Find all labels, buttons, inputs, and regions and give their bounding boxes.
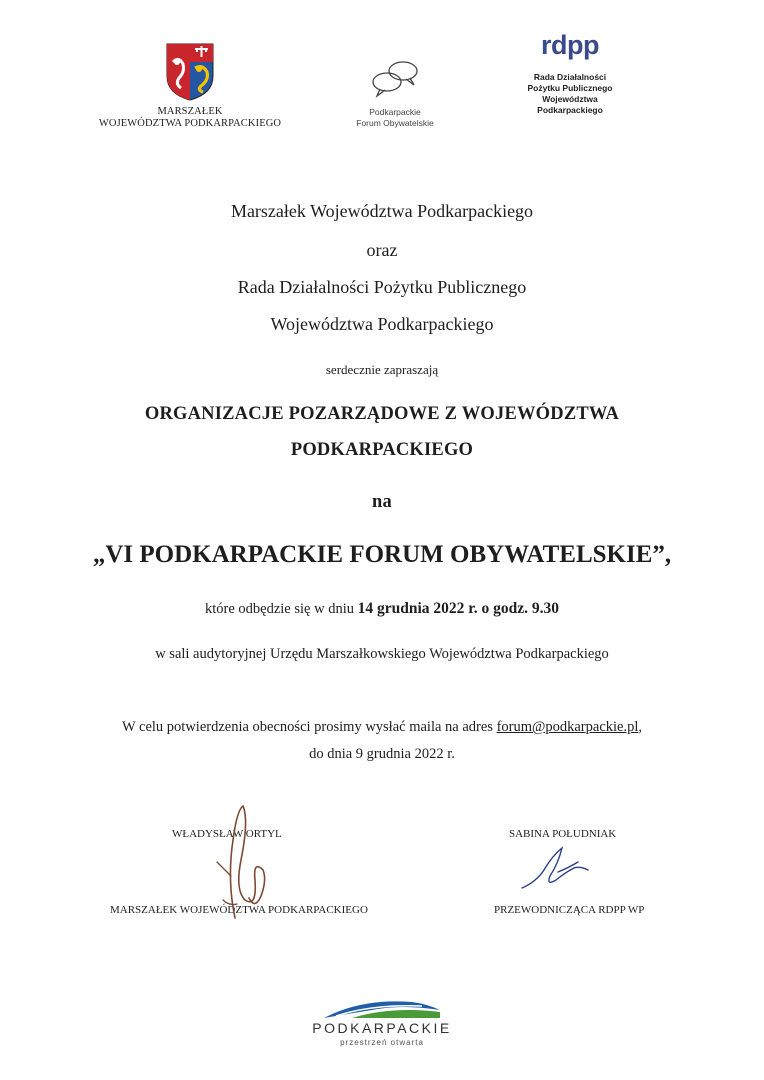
rdpp-logo-line4: Podkarpackiego — [537, 105, 603, 115]
forum-logo-line2: Forum Obywatelskie — [356, 118, 434, 128]
coat-of-arms-icon — [165, 42, 215, 102]
invite-phrase: serdecznie zapraszają — [325, 362, 439, 377]
date-prefix: które odbędzie się w dniu — [204, 601, 354, 617]
left-signatory-role: MARSZAŁEK WOJEWÓDZTWA PODKARPACKIEGO — [110, 904, 368, 916]
right-handwritten-signature — [518, 842, 598, 894]
audience-line1: ORGANIZACJE POZARZĄDOWE Z WOJEWÓDZTWA — [144, 404, 620, 424]
inviter-marshal: Marszałek Województwa Podkarpackiego — [230, 201, 534, 221]
forum-logo — [330, 52, 460, 132]
marshal-logo-line2: WOJEWÓDZTWA PODKARPACKIEGO — [98, 118, 282, 129]
rdpp-logo-mark: rdpp — [541, 30, 599, 60]
brand-tagline: przestrzeń otwarta — [340, 1038, 424, 1047]
marshal-logo — [80, 42, 300, 132]
landscape-waves-icon — [322, 998, 442, 1020]
right-signatory-name: SABINA POŁUDNIAK — [509, 828, 617, 840]
forum-logo-line1: Podkarpackie — [369, 107, 421, 117]
conjunction: oraz — [366, 240, 398, 260]
date-value: 14 grudnia 2022 r. o godz. 9.30 — [357, 600, 559, 617]
event-title: „VI PODKARPACKIE FORUM OBYWATELSKIE”, — [92, 541, 672, 568]
rdpp-logo — [505, 30, 635, 130]
rdpp-logo-line3: Województwa — [542, 94, 598, 104]
rsvp-deadline: do dnia 9 grudnia 2022 r. — [309, 746, 455, 762]
inviter-council-line1: Rada Działalności Pożytku Publicznego — [237, 277, 527, 297]
audience-line2: PODKARPACKIEGO — [290, 440, 474, 460]
rsvp-line — [0, 719, 764, 736]
marshal-logo-line1: MARSZAŁEK — [157, 106, 223, 117]
rsvp-prefix: W celu potwierdzenia obecności prosimy wysłać maila na adres — [121, 719, 493, 735]
event-venue: w sali audytoryjnej Urzędu Marszałkowskiego Województwa Podkarpackiego — [155, 646, 609, 662]
rsvp-email-link[interactable]: forum@podkarpackie.pl — [496, 719, 639, 735]
podkarpackie-brand-logo — [282, 998, 482, 1058]
left-handwritten-signature — [205, 800, 275, 920]
preposition: na — [372, 492, 392, 512]
brand-name: PODKARPACKIE — [312, 1020, 452, 1036]
left-signatory-name: WŁADYSŁAW ORTYL — [172, 828, 282, 840]
inviter-council-line2: Województwa Podkarpackiego — [270, 314, 494, 334]
rdpp-logo-line1: Rada Działalności — [533, 72, 607, 82]
event-date — [0, 600, 764, 618]
right-signatory-role: PRZEWODNICZĄCA RDPP WP — [494, 904, 645, 916]
rsvp-suffix: , — [638, 719, 642, 735]
rdpp-logo-line2: Pożytku Publicznego — [527, 83, 613, 93]
speech-bubbles-icon — [370, 58, 420, 100]
